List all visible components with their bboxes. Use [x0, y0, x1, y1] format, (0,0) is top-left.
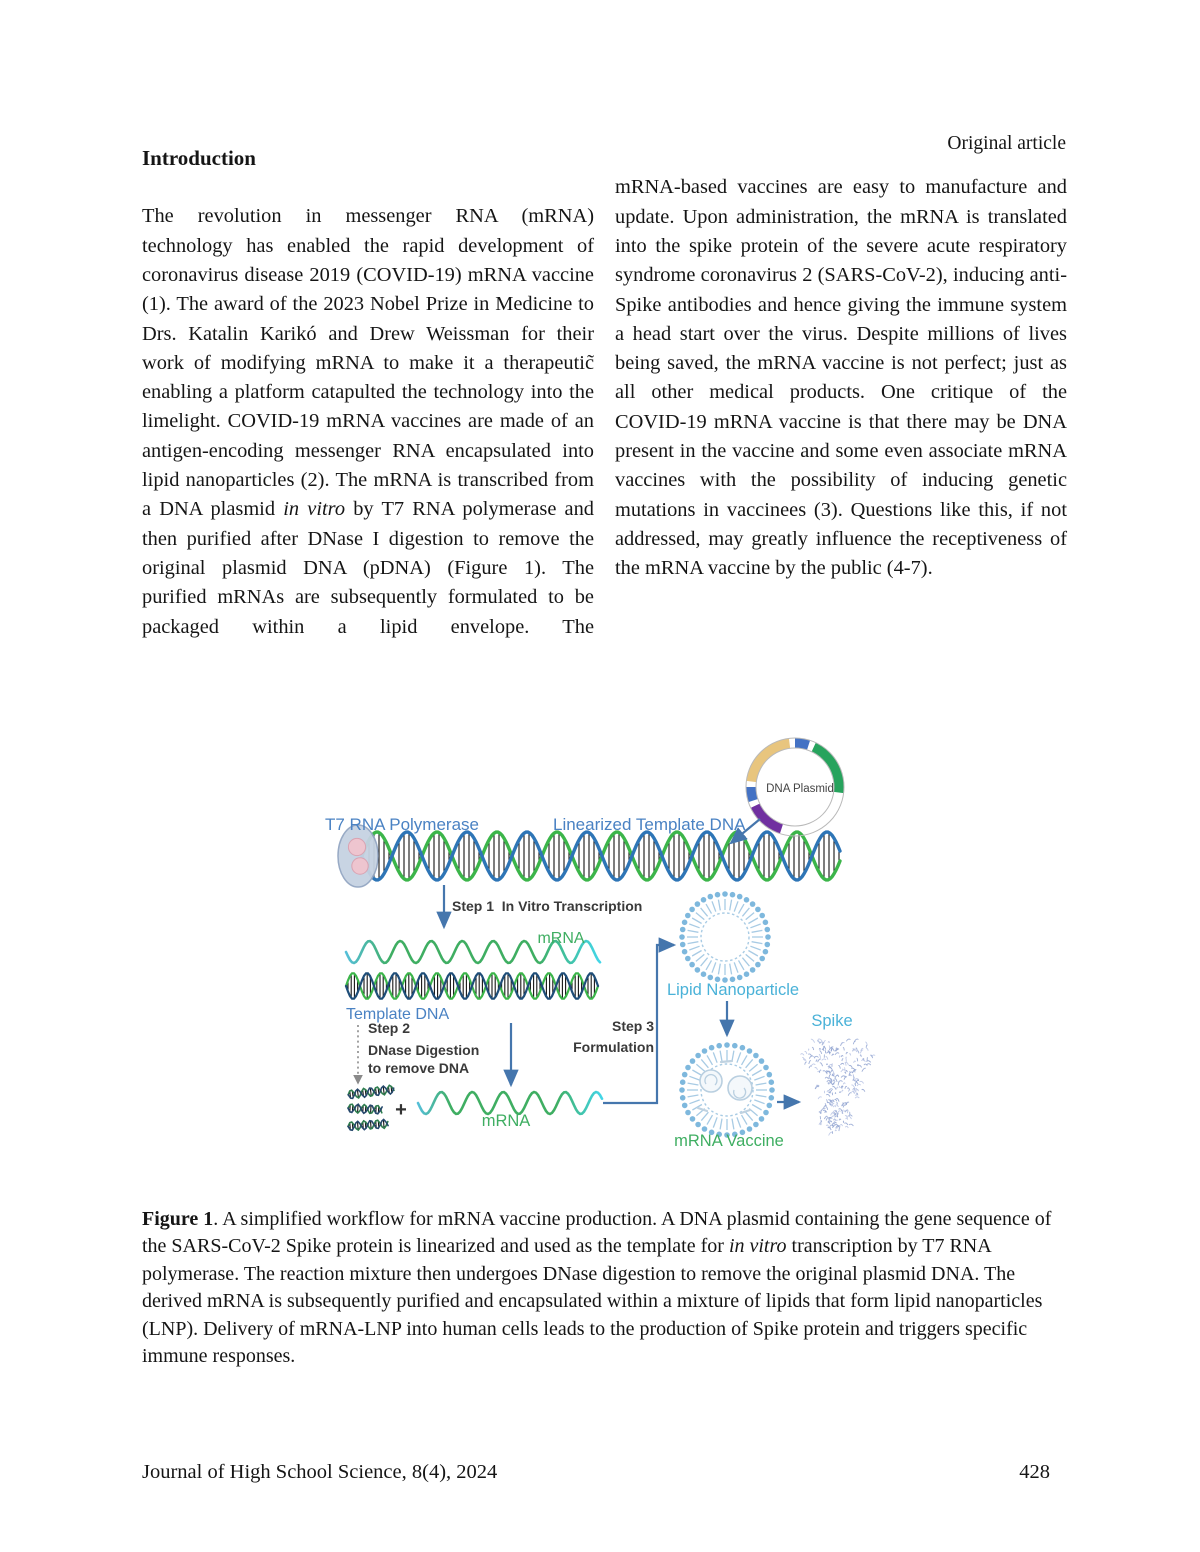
left-col-text-1: The revolution in messenger RNA (mRNA) technology has enabled the rapid development of coronavirus disease 2019 (COVID-19) mRNA vaccine (1). The award of the 2023 Nobel Prize in Medicine to Drs. Katalin Karikó and Drew Weissman for their work of modifying mRNA to make it a therapeutic̃ enabling a platform catapulted the technology into the limelight. COVID-19 mRNA vaccines are made of an antigen-encoding messenger RNA encapsulated into lipid nanoparticles (2). The mRNA is transcribed from a DNA plasmid	[142, 205, 594, 521]
figure-caption-text-1: . A simplified workflow for mRNA vaccine production. A DNA plasmid containing the gene sequence of the SARS-CoV-2 Spike protein is linearized and used as the template for	[142, 1208, 1052, 1258]
digested-dna-fragments	[348, 1085, 395, 1131]
spike-protein-graphic	[801, 1039, 876, 1135]
figure-label-template-dna: Template DNA	[346, 1006, 450, 1023]
figure-label-spike: Spike	[811, 1012, 853, 1030]
figure-label-linearized-template: Linearized Template DNA	[553, 815, 746, 834]
body-left-column	[142, 202, 594, 641]
linearized-dna-helix	[362, 832, 840, 880]
figure-1-diagram	[300, 735, 920, 1165]
figure-label-dna-plasmid: DNA Plasmid	[766, 783, 834, 795]
left-col-italic: in vitro	[283, 498, 346, 521]
header-article-type: Original article	[947, 133, 1066, 154]
lipid-nanoparticle-graphic	[679, 891, 771, 983]
vaccine-inner-cargo	[698, 1061, 752, 1113]
footer-page-number: 428	[1019, 1461, 1050, 1483]
footer-journal-name: Journal of High School Science, 8(4), 2024	[142, 1461, 498, 1483]
figure-label-step2-3: to remove DNA	[368, 1060, 470, 1076]
figure-label-step1: Step 1 In Vitro Transcription	[452, 898, 643, 914]
body-right-column: mRNA-based vaccines are easy to manufacture and update. Upon administration, the mRNA is translated into the spike protein of the severe acute respiratory syndrome coronavirus 2 (SARS-CoV-2), inducing anti-Spike antibodies and hence giving the immune system a head start over the virus. Despite millions of lives being saved, the mRNA vaccine is not perfect; just as all other medical products. One critique of the COVID-19 mRNA vaccine is that there may be DNA present in the vaccine and some even associate mRNA vaccines with the possibility of inducing genetic mutations in vaccinees (3). Questions like this, if not addressed, may greatly influence the receptiveness of the mRNA vaccine by the public (4-7).	[615, 176, 1067, 580]
left-col-text-2: by T7 RNA polymerase and then purified after DNase I digestion to remove the original plasmid DNA (pDNA) (Figure 1). The purified mRNAs are subsequently formulated to be packaged within a lipid envelope. The	[142, 498, 594, 638]
figure-label-step2-2: DNase Digestion	[368, 1042, 480, 1058]
mrna-strand-bottom	[418, 1092, 602, 1114]
figure-label-plus: +	[395, 1099, 407, 1121]
figure-caption-text-2: transcription by T7 RNA polymerase. The reaction mixture then undergoes DNase digestion to remove the original plasmid DNA. The derived mRNA is subsequently purified and encapsulated within a mixture of lipids that form lipid nanoparticles (LNP). Delivery of mRNA-LNP into human cells leads to the production of Spike protein and triggers specific immune responses.	[142, 1235, 1043, 1368]
figure-label-step2-1: Step 2	[368, 1020, 411, 1036]
mrna-vaccine-particle-graphic	[679, 1042, 775, 1138]
figure-caption	[142, 1206, 1064, 1370]
figure-label-step3-1: Step 3	[611, 1018, 654, 1034]
template-dna-helix	[346, 973, 598, 999]
figure-label-mrna-top: mRNA	[537, 930, 585, 947]
figure-label-lipid-nanoparticle: Lipid Nanoparticle	[666, 981, 800, 999]
figure-label-t7-polymerase: T7 RNA Polymerase	[325, 815, 479, 834]
figure-label-mrna-bottom: mRNA	[481, 1112, 531, 1130]
figure-caption-label: Figure 1	[142, 1208, 214, 1230]
section-title: Introduction	[142, 146, 256, 170]
figure-label-mrna-vaccine: mRNA Vaccine	[674, 1132, 784, 1150]
figure-1	[300, 735, 920, 1165]
figure-caption-italic: in vitro	[728, 1235, 787, 1258]
figure-label-step3-2: Formulation	[573, 1039, 654, 1055]
t7-polymerase-graphic	[338, 825, 378, 887]
